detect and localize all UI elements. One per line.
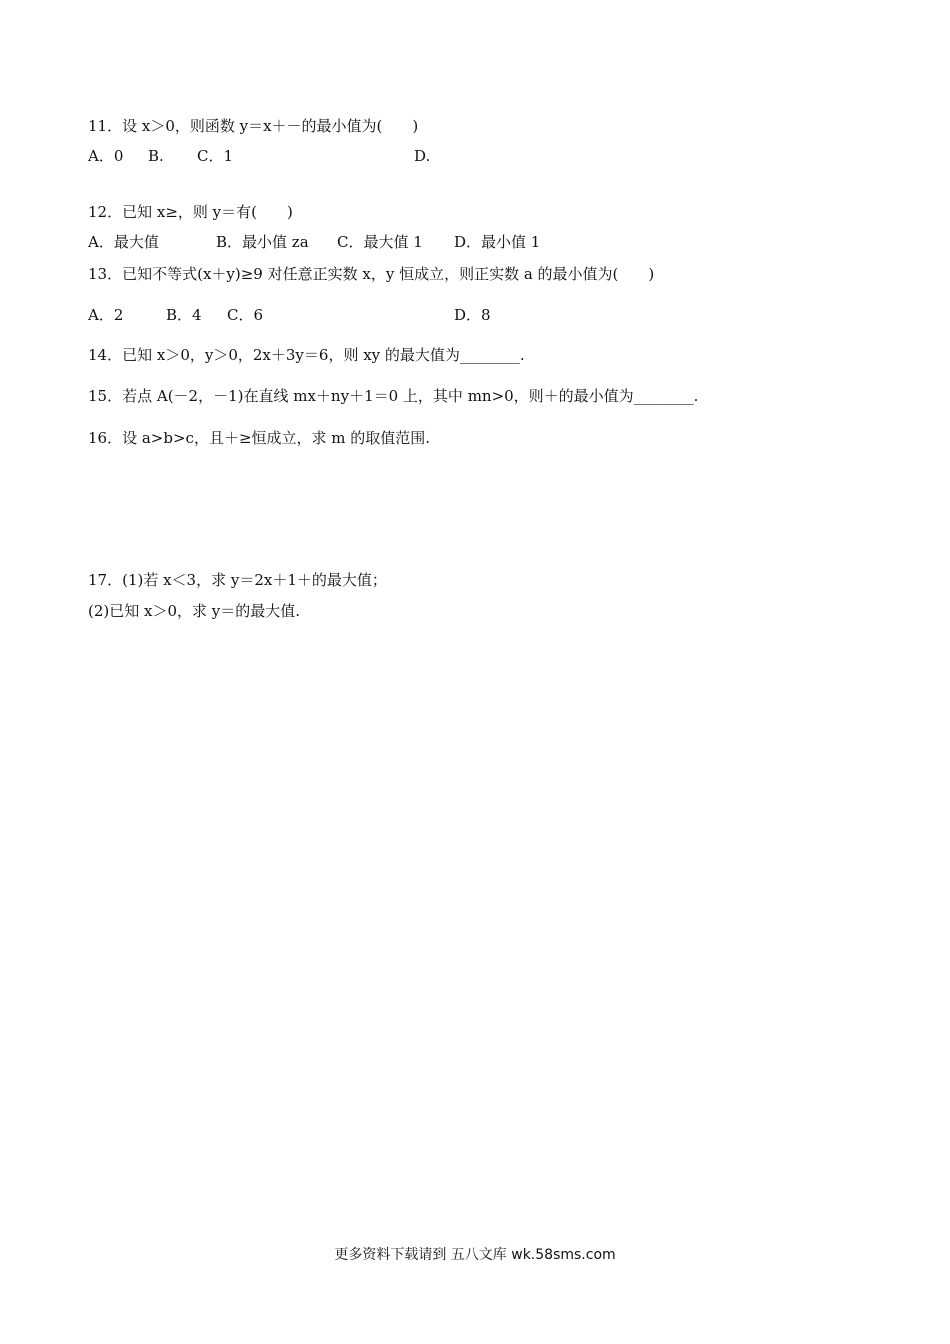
question-12-option-b: B．最小值 za (216, 233, 309, 251)
question-12-option-a: A．最大值 (88, 233, 159, 251)
question-13-option-a: A．2 (88, 306, 124, 324)
question-11-option-d: D. (414, 147, 431, 165)
footer-download-note: 更多资料下载请到 五八文库 wk.58sms.com (334, 1247, 616, 1263)
question-14-stem: 14．已知 x＞0，y＞0，2x＋3y＝6，则 xy 的最大值为________. (88, 346, 525, 364)
question-16-stem: 16．设 a>b>c，且＋≥恒成立，求 m 的取值范围. (88, 429, 431, 447)
question-17-part-1: 17．(1)若 x＜3，求 y＝2x＋1＋的最大值； (88, 571, 387, 589)
question-17-part-2: (2)已知 x＞0，求 y＝的最大值. (88, 602, 301, 620)
question-11-option-c: C．1 (197, 147, 234, 165)
question-15-stem: 15．若点 A(－2，－1)在直线 mx＋ny＋1＝0 上，其中 mn>0，则＋的最小值为________. (88, 387, 699, 405)
question-11-option-a: A．0 (88, 147, 124, 165)
question-12-stem: 12．已知 x≥，则 y＝有( ) (88, 203, 293, 221)
question-13-option-d: D．8 (454, 306, 491, 324)
question-12-option-c: C．最大值 1 (337, 233, 423, 251)
question-13-option-b: B．4 (166, 306, 202, 324)
question-11-option-b: B. (148, 147, 164, 165)
question-12-option-d: D．最小值 1 (454, 233, 541, 251)
question-13-option-c: C．6 (227, 306, 264, 324)
question-13-stem: 13．已知不等式(x＋y)≥9 对任意正实数 x，y 恒成立，则正实数 a 的最小值为( ) (88, 265, 655, 283)
question-11-stem: 11．设 x＞0，则函数 y＝x＋－的最小值为( ) (88, 117, 419, 135)
